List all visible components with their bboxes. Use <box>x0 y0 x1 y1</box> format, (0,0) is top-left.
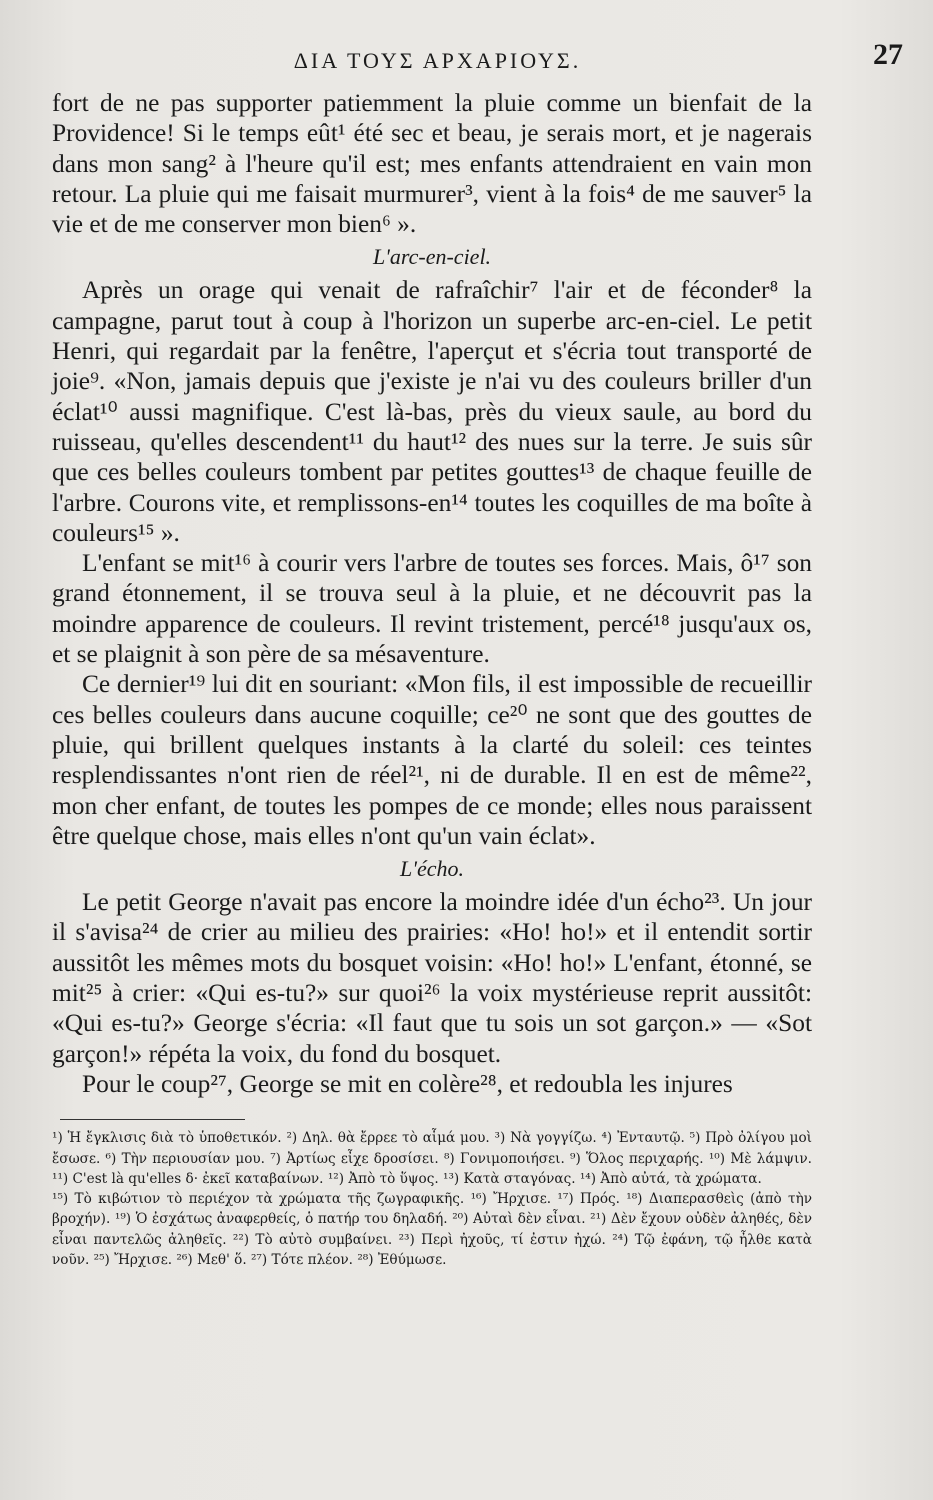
section-heading-echo: L'écho. <box>400 856 464 882</box>
paragraph-echo-1: Le petit George n'avait pas encore la moindre idée d'un écho²³. Un jour il s'avisa²⁴ de crier au milieu des prairies: «Ho! ho!» et il entendit sortir aussitôt les mêmes mots du bosquet voisin: «Ho! ho!» L'enfant, étonné, se mit²⁵ à crier: «Qui es-tu?» sur quoi²⁶ la voix mystérieuse reprit aussitôt: «Qui es-tu?» George s'écria: «Il faut que tu sois un sot garçon.» — «Sot garçon!» répéta la voix, du fond du bosquet. <box>52 888 812 1068</box>
footnote-block: ¹) Ἡ ἔγκλισις διὰ τὸ ὑποθετικόν. ²) Δηλ. θὰ ἔρρεε τὸ αἷμά μου. ³) Νὰ γογγίζω. ⁴) Ἐνταυτῷ. ⁵) Πρὸ ὀλίγου μοὶ ἔσωσε. ⁶) Τὴν περιουσίαν μου. ⁷) Ἀρτίως εἶχε δροσίσει. ⁸) Γονιμοποιήσει. ⁹) Ὅλος περιχαρής. ¹⁰) Μὲ λάμψιν. ¹¹) C'est là qu'elles δ· ἐκεῖ καταβαίνων. ¹²) Ἀπὸ τὸ ὕψος. ¹³) Κατὰ σταγόνας. ¹⁴) Ἀπὸ αὐτά, τὰ χρώματα. <box>52 1130 812 1187</box>
paragraph-echo-2: Pour le coup²⁷, George se mit en colère²⁸, et redoubla les injures <box>82 1069 733 1098</box>
running-title: ΔΙΑ ΤΟΥΣ ΑΡΧΑΡΙΟΥΣ. <box>293 48 582 73</box>
footnote-block: ¹⁵) Τὸ κιβώτιον τὸ περιέχον τὰ χρώματα τῆς ζωγραφικῆς. ¹⁶) Ἤρχισε. ¹⁷) Πρός. ¹⁸) Διαπερασθεὶς (ἀπὸ τὴν βροχήν). ¹⁹) Ὁ ἐσχάτως ἀναφερθείς, ὁ πατήρ του δηλαδή. ²⁰) Αὐταὶ δὲν εἶναι. ²¹) Δὲν ἔχουν οὐδὲν ἀληθές, δὲν εἶναι παντελῶς ἀληθεῖς. ²²) Τὸ αὐτὸ συμβαίνει. ²³) Περὶ ἠχοῦς, τί ἐστιν ἠχώ. ²⁴) Τῷ ἐφάνη, τῷ ἦλθε κατὰ νοῦν. ²⁵) Ἤρχισε. ²⁶) Μεθ' ὅ. ²⁷) Τότε πλέον. ²⁸) Ἐθύμωσε. <box>52 1191 812 1268</box>
section-heading-rainbow: L'arc-en-ciel. <box>372 244 492 270</box>
page-number: 27 <box>873 38 903 71</box>
paragraph-rainbow-3: Ce dernier¹⁹ lui dit en souriant: «Mon fils, il est impossible de recueillir ces belles couleurs dans aucune coquille; ce²⁰ ne sont que des gouttes de pluie, qui brillent quelques instants à la clarté du soleil: ces teintes resplendissantes n'ont rien de réel²¹, ni de durable. Il en est de même²², mon cher enfant, de toutes les pompes de ce monde; elles nous paraissent être quelque chose, mais elles n'ont qu'un vain éclat». <box>52 670 812 850</box>
paragraph-continuation: fort de ne pas supporter patiemment la pluie comme un bienfait de la Providence! Si le temps eût¹ été sec et beau, je serais mort, et je nagerais dans mon sang² à l'heure qu'il est; mes enfants attendraient en vain mon retour. La pluie qui me faisait murmurer³, vient à la fois⁴ de me sauver⁵ la vie et de me conserver mon bien⁶ ». <box>52 89 812 239</box>
footnotes <box>52 1128 812 1270</box>
running-head <box>52 36 903 88</box>
main-text <box>52 88 812 1099</box>
footnote-divider <box>60 1119 245 1120</box>
paragraph-rainbow-1: Après un orage qui venait de rafraîchir⁷ l'air et de féconder⁸ la campagne, parut tout à coup à l'horizon un superbe arc-en-ciel. Le petit Henri, qui regardait par la fenêtre, l'aperçut et s'écria tout transporté de joie⁹. «Non, jamais depuis que j'existe je n'ai vu des couleurs briller d'un éclat¹⁰ aussi magnifique. C'est là-bas, près du vieux saule, au bord du ruisseau, qu'elles descendent¹¹ du haut¹² des nues sur la terre. Je suis sûr que ces belles couleurs tombent par petites gouttes¹³ de chaque feuille de l'arbre. Courons vite, et remplissons-en¹⁴ toutes les coquilles de ma boîte à couleurs¹⁵ ». <box>52 276 812 547</box>
paragraph-rainbow-2: L'enfant se mit¹⁶ à courir vers l'arbre de toutes ses forces. Mais, ô¹⁷ son grand étonnement, il se trouva seul à la pluie, et ne découvrit pas la moindre apparence de couleurs. Il revint tristement, percé¹⁸ jusqu'aux os, et se plaignit à son père de sa mésaventure. <box>52 549 812 669</box>
